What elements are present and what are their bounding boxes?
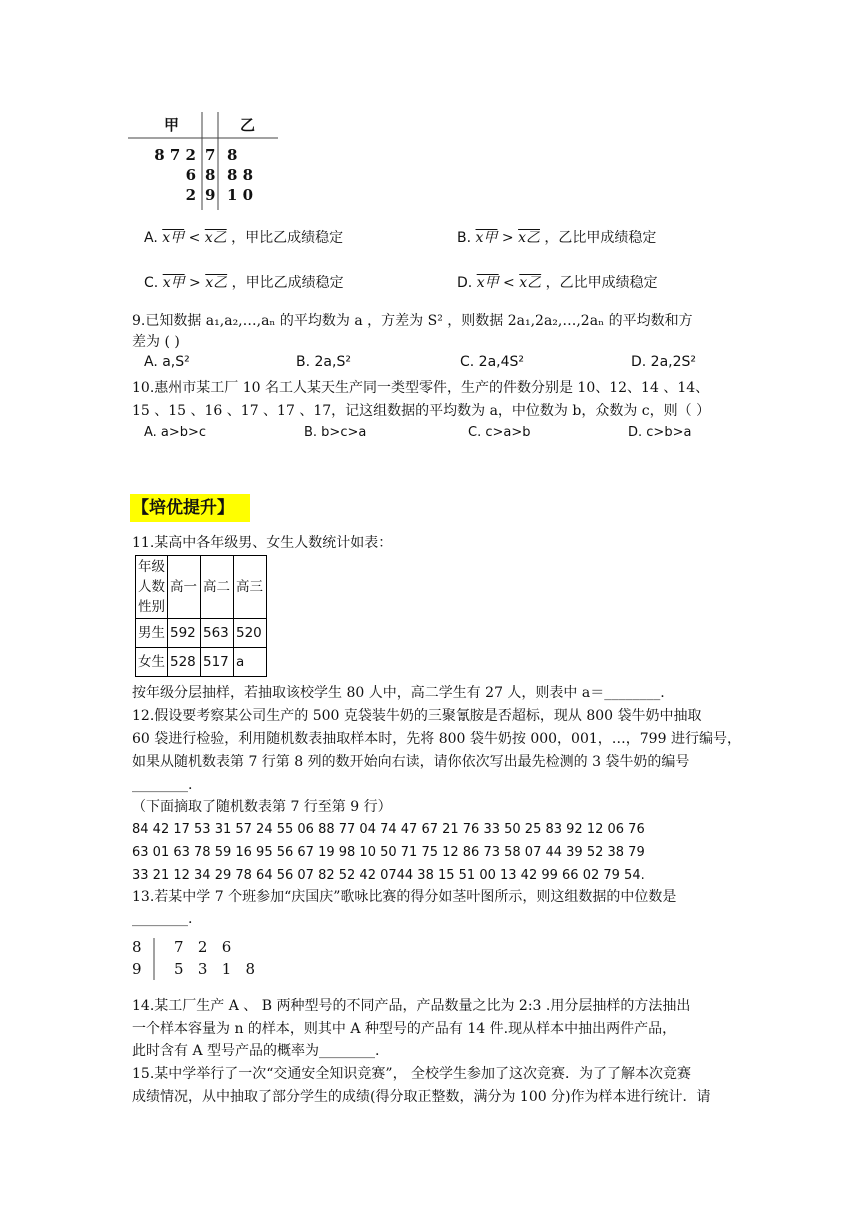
q10-line1: 10.惠州市某工厂 10 名工人某天生产同一类型零件，生产的件数分别是 10、12、14 、14、 (132, 380, 710, 396)
corner-line-2: 人数 (138, 579, 165, 595)
q8-option-c (144, 273, 344, 293)
leaf-right-2: 8 8 (227, 166, 254, 184)
random-row-7: 84 42 17 53 31 57 24 55 06 88 77 04 74 47 67 21 76 33 50 25 83 92 12 06 76 (132, 822, 645, 837)
q8-d-op: < (503, 275, 515, 291)
stem-8: 8 (132, 938, 142, 956)
table-row (136, 619, 267, 648)
q9-option-a: A. a,S² (144, 354, 190, 370)
leaves-8: 7 2 6 (174, 938, 232, 956)
q10-line2: 15 、15 、16 、17 、17 、17，记这组数据的平均数为 a，中位数为 b，众数为 c，则（ ） (132, 403, 711, 419)
q10-option-b: B. b>c>a (304, 425, 367, 440)
q8-d-label: D. (457, 275, 473, 291)
stem-leaf-figure-2 (130, 936, 270, 982)
stats-table (135, 555, 267, 677)
header-yi: 乙 (240, 116, 256, 134)
q8-a-expr-left: x甲 (162, 230, 185, 246)
stem-3: 9 (205, 186, 216, 204)
q9-line2: 差为 ( ) (132, 334, 180, 350)
q12-line1: 12.假设要考察某公司生产的 500 克袋装牛奶的三聚氰胺是否超标，现从 800 袋牛奶中抽取 (132, 708, 702, 724)
leaves-9: 5 3 1 8 (174, 960, 256, 978)
q8-a-op: < (188, 230, 201, 246)
table-cell: 563 (201, 619, 234, 648)
q12-note: （下面摘取了随机数表第 7 行至第 9 行） (132, 799, 392, 815)
q8-c-op: > (189, 275, 201, 291)
random-row-8: 63 01 63 78 59 16 95 56 67 19 98 10 50 71 75 12 86 73 58 07 44 39 52 38 79 (132, 845, 645, 860)
col-header: 高二 (201, 556, 234, 619)
table-row (136, 648, 267, 677)
leaf-left-1: 8 7 2 (154, 146, 196, 164)
q9-line1: 9.已知数据 a₁,a₂,…,aₙ 的平均数为 a ，方差为 S² ，则数据 2a₁,2a₂,…,2aₙ 的平均数和方 (132, 313, 693, 329)
q9-option-c: C. 2a,4S² (460, 354, 525, 370)
leaf-right-1: 8 (227, 146, 238, 164)
q9-option-b: B. 2a,S² (296, 354, 351, 370)
q8-b-expr-right: x乙 (518, 230, 540, 246)
row-label: 男生 (136, 619, 168, 648)
q8-d-expr-right: x乙 (519, 275, 542, 291)
q8-option-a (144, 228, 343, 248)
q11-after: 按年级分层抽样，若抽取该校学生 80 人中，高二学生有 27 人，则表中 a＝________. (132, 685, 665, 701)
q8-c-label: C. (144, 275, 159, 291)
q9-option-d: D. 2a,2S² (631, 354, 697, 370)
q8-c-text: ，甲比乙成绩稳定 (231, 275, 344, 291)
stem-leaf-figure-1 (128, 112, 278, 210)
q10-option-a: A. a>b>c (144, 425, 207, 440)
stem-9: 9 (132, 960, 142, 978)
q14-line1: 14.某工厂生产 A 、 B 两种型号的不同产品，产品数量之比为 2:3 .用分层抽样的方法抽出 (132, 998, 691, 1014)
leaf-left-3: 2 (185, 186, 196, 204)
section-title-text: 【培优提升】 (132, 498, 234, 518)
q8-b-expr-left: x甲 (475, 230, 498, 246)
table-corner (136, 556, 168, 619)
q11-intro: 11.某高中各年级男、女生人数统计如表： (132, 535, 393, 551)
q12-line3: 如果从随机数表第 7 行第 8 列的数开始向右读，请你依次写出最先检测的 3 袋牛奶的编号 (132, 754, 690, 770)
q8-option-d (457, 273, 658, 293)
q8-option-b (457, 228, 656, 248)
q13-line2: ________. (132, 911, 193, 927)
random-row-9: 33 21 12 34 29 78 64 56 07 82 52 42 0744 38 15 51 00 13 42 99 66 02 79 54. (132, 868, 645, 883)
section-title (130, 494, 250, 522)
leaf-left-2: 6 (185, 166, 196, 184)
stem-1: 7 (205, 146, 216, 164)
corner-line-1: 年级 (138, 559, 165, 575)
q15-line2: 成绩情况，从中抽取了部分学生的成绩(得分取正整数，满分为 100 分)作为样本进行统计．请 (132, 1089, 711, 1105)
q8-a-expr-right: x乙 (204, 230, 227, 246)
table-cell: 528 (168, 648, 201, 677)
q8-a-label: A. (144, 230, 158, 246)
table-header-row (136, 556, 267, 619)
row-label: 女生 (136, 648, 168, 677)
q8-b-text: ，乙比甲成绩稳定 (544, 230, 657, 246)
table-cell: 520 (234, 619, 267, 648)
q12-line2: 60 袋进行检验，利用随机数表抽取样本时，先将 800 袋牛奶按 000，001，…，799 进行编号， (132, 731, 741, 747)
q8-b-op: > (501, 230, 514, 246)
table-cell: 592 (168, 619, 201, 648)
q10-option-d: D. c>b>a (628, 425, 692, 440)
q15-line1: 15.某中学举行了一次“交通安全知识竞赛”， 全校学生参加了这次竞赛．为了了解本次竞赛 (132, 1066, 692, 1082)
q8-b-label: B. (457, 230, 472, 246)
q10-option-c: C. c>a>b (468, 425, 531, 440)
q12-line4: ________. (132, 777, 193, 793)
col-header: 高三 (234, 556, 267, 619)
q14-line2: 一个样本容量为 n 的样本，则其中 A 种型号的产品有 14 件.现从样本中抽出两件产品， (132, 1021, 677, 1037)
table-cell: 517 (201, 648, 234, 677)
q8-c-expr-right: x乙 (205, 275, 228, 291)
leaf-right-3: 1 0 (227, 186, 254, 204)
q8-d-text: ，乙比甲成绩稳定 (545, 275, 658, 291)
corner-line-3: 性别 (138, 599, 165, 615)
stem-leaf-lines (128, 112, 278, 210)
q8-d-expr-left: x甲 (476, 275, 499, 291)
table-cell: a (234, 648, 267, 677)
q8-c-expr-left: x甲 (162, 275, 185, 291)
header-jia: 甲 (164, 116, 180, 134)
q8-a-text: ，甲比乙成绩稳定 (231, 230, 344, 246)
q13-line1: 13.若某中学 7 个班参加“庆国庆”歌咏比赛的得分如茎叶图所示，则这组数据的中位数是 (132, 889, 677, 905)
col-header: 高一 (168, 556, 201, 619)
q14-line3: 此时含有 A 型号产品的概率为________. (132, 1043, 380, 1059)
stem-2: 8 (205, 166, 216, 184)
